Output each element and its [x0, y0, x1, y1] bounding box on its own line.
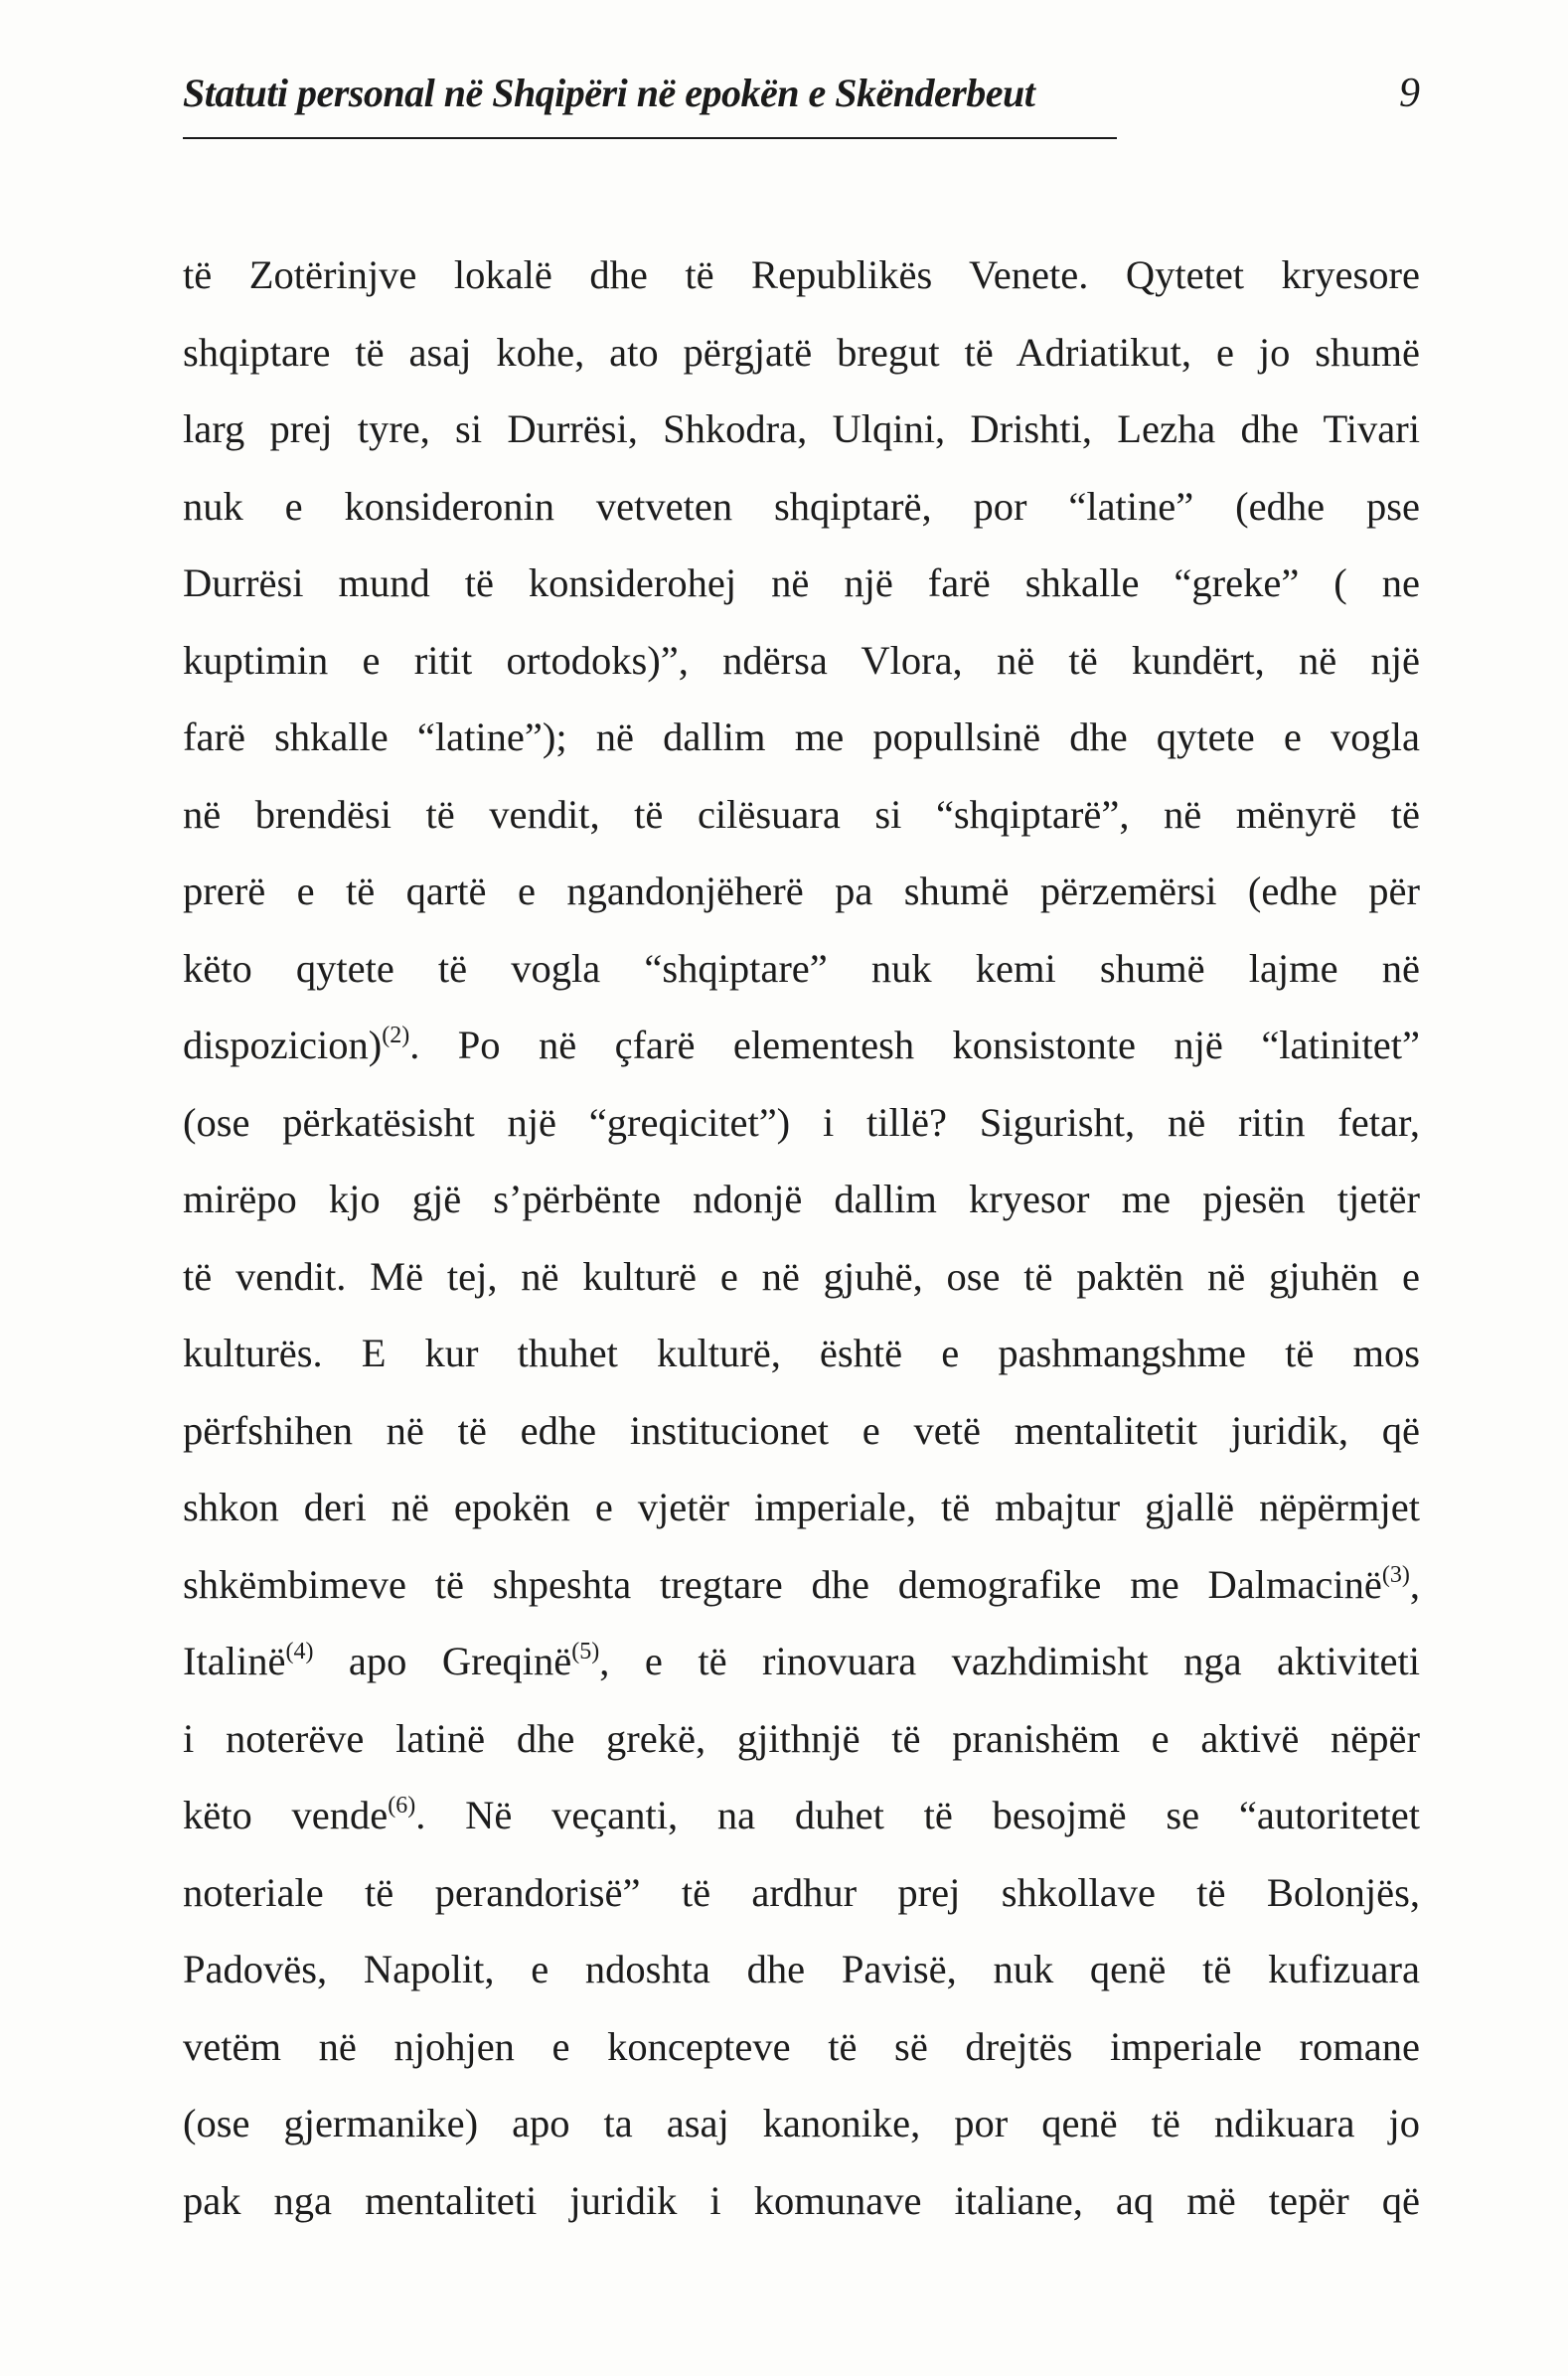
text-line: përfshihen në të edhe institucionet e vetë mentalitetit juridik, që: [183, 1407, 1420, 1453]
running-title: Statuti personal në Shqipëri në epokën e Skënderbeut: [183, 71, 1035, 115]
text-line: në brendësi të vendit, të cilësuara si “shqiptarë”, në mënyrë të: [183, 791, 1420, 837]
text-line: i noterëve latinë dhe grekë, gjithnjë të pranishëm e aktivë nëpër: [183, 1715, 1420, 1761]
footnote-ref: (5): [571, 1639, 600, 1664]
text-line: këto qytete të vogla “shqiptare” nuk kemi shumë lajme në: [183, 945, 1420, 991]
text-line: pak nga mentaliteti juridik i komunave italiane, aq më tepër që: [183, 2177, 1420, 2223]
footnote-ref: (3): [1381, 1561, 1410, 1588]
text-line: Durrësi mund të konsiderohej në një farë shkalle “greke” ( ne: [183, 560, 1420, 605]
text-line: (ose përkatësisht një “greqicitet”) i tillë? Sigurisht, në ritin fetar,: [183, 1099, 1420, 1145]
page-number: 9: [1399, 71, 1420, 116]
text-line: kuptimin e ritit ortodoks)”, ndërsa Vlora, në të kundërt, në një: [183, 637, 1420, 683]
text-line: shqiptare të asaj kohe, ato përgjatë bregut të Adriatikut, e jo shumë: [183, 329, 1420, 375]
footnote-ref: (6): [388, 1793, 416, 1819]
text-line: kulturës. E kur thuhet kulturë, është e pashmangshme të mos: [183, 1331, 1420, 1375]
text-line: shkon deri në epokën e vjetër imperiale, të mbajtur gjallë nëpërmjet: [183, 1485, 1420, 1529]
text-line: Italinë$^{(4)}$ apo Greqinë$^{(5)}$, e të rinovuara vazhdimisht nga aktiviteti: [183, 1639, 1420, 1683]
text-line: të Zotërinjve lokalë dhe të Republikës Venete. Qytetet kryesore: [183, 252, 1420, 297]
text-line: dispozicion)$^{(2)}$. Po në çfarë elementesh konsistonte një “latinitet”: [183, 1023, 1420, 1067]
text-line: Padovës, Napolit, e ndoshta dhe Pavisë, nuk qenë të kufizuara: [183, 1947, 1420, 1991]
text-line: larg prej tyre, si Durrësi, Shkodra, Ulqini, Drishti, Lezha dhe Tivari: [183, 406, 1420, 451]
text-line: farë shkalle “latine”); në dallim me popullsinë dhe qytete e vogla: [183, 714, 1420, 759]
text-line: shkëmbimeve të shpeshta tregtare dhe demografike me Dalmacinë$^{(3)}$,: [183, 1561, 1420, 1607]
header-rule: [183, 137, 1117, 139]
text-line: të vendit. Më tej, në kulturë e në gjuhë, ose të paktën në gjuhën e: [183, 1253, 1420, 1299]
text-line: vetëm në njohjen e koncepteve të së drejtës imperiale romane: [183, 2023, 1420, 2069]
footnote-ref: (4): [285, 1639, 314, 1664]
text-line: mirëpo kjo gjë s’përbënte ndonjë dallim kryesor me pjesën tjetër: [183, 1177, 1420, 1221]
text-line: këto vende$^{(6)}$. Në veçanti, na duhet të besojmë se “autoritetet: [183, 1793, 1420, 1837]
text-line: noteriale të perandorisë” të ardhur prej shkollave të Bolonjës,: [183, 1869, 1420, 1915]
footnote-ref: (2): [382, 1023, 410, 1048]
text-line: (ose gjermanike) apo ta asaj kanonike, por qenë të ndikuara jo: [183, 2101, 1420, 2145]
body-text: [183, 237, 1420, 2239]
text-line: nuk e konsideronin vetveten shqiptarë, por “latine” (edhe pse: [183, 483, 1420, 529]
text-line: prerë e të qartë e ngandonjëherë pa shumë përzemërsi (edhe për: [183, 869, 1420, 913]
